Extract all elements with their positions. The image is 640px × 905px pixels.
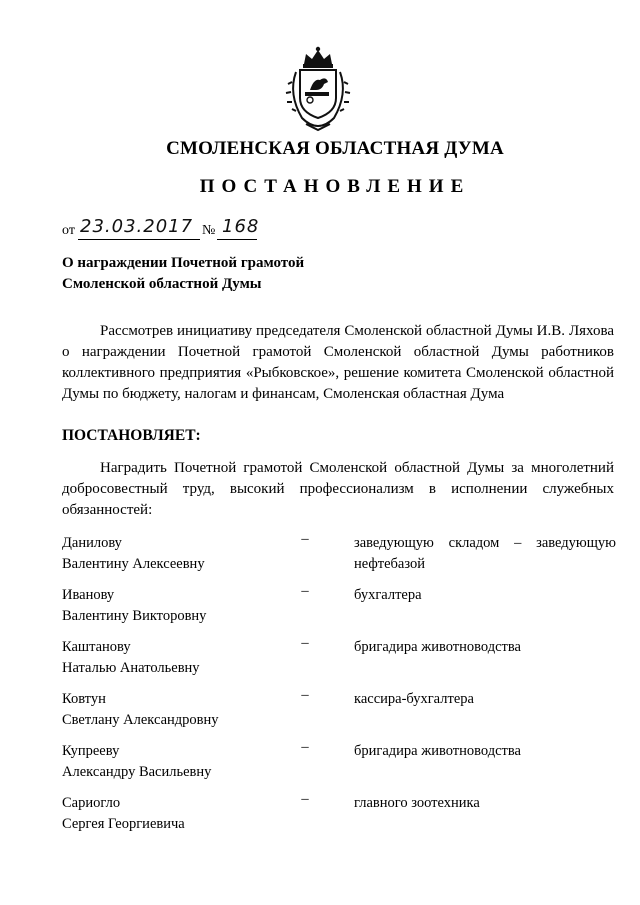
preamble-paragraph: Рассмотрев инициативу председателя Смоленской областной Думы И.В. Ляхова о награждении Почетной грамотой Смоленской областной Думы работников коллективного предприятия «Рыбковское», решение комитета Смоленской областной Думы по бюджету, налогам и финансам, Смоленская областная Дума (62, 323, 614, 402)
separator-dash: – (301, 687, 309, 703)
awardee-surname: Сариогло (62, 795, 121, 811)
awardee-given-names: Наталью Анатольевну (62, 660, 200, 676)
document-subject (62, 253, 304, 295)
awardee-surname: Каштанову (62, 639, 131, 655)
date-underline (78, 239, 200, 240)
separator-dash: – (301, 791, 309, 807)
subject-line-2: Смоленской областной Думы (62, 276, 262, 292)
handwritten-date: 23.03.2017 (80, 216, 194, 237)
number-label: № (202, 223, 216, 238)
awardee-given-names: Сергея Георгиевича (62, 816, 185, 832)
date-from-label: от (62, 223, 75, 238)
separator-dash: – (301, 635, 309, 651)
award-paragraph: Наградить Почетной грамотой Смоленской областной Думы за многолетний добросовестный труд, высокий профессионализм в исполнении служебных обязанностей: (62, 460, 614, 518)
awardee-name (62, 585, 292, 627)
handwritten-number: 168 (222, 216, 260, 237)
awardee-given-names: Валентину Алексеевну (62, 556, 205, 572)
awardee-name (62, 793, 292, 835)
separator-dash: – (301, 583, 309, 599)
awardee-surname: Данилову (62, 535, 122, 551)
awardee-surname: Иванову (62, 587, 115, 603)
awardee-given-names: Александру Васильевну (62, 764, 212, 780)
awardee-surname: Ковтун (62, 691, 106, 707)
separator-dash: – (301, 531, 309, 547)
awardee-position: кассира-бухгалтера (354, 691, 474, 707)
awardee-position: главного зоотехника (354, 795, 480, 811)
awardee-name (62, 533, 292, 575)
awardee-name (62, 637, 292, 679)
organization-title: СМОЛЕНСКАЯ ОБЛАСТНАЯ ДУМА (166, 138, 504, 159)
awardee-given-names: Валентину Викторовну (62, 608, 207, 624)
number-underline (217, 239, 257, 240)
awardee-surname: Купрееву (62, 743, 120, 759)
resolves-heading: ПОСТАНОВЛЯЕТ: (62, 427, 201, 444)
awardee-name (62, 689, 292, 731)
awardee-position: бухгалтера (354, 587, 422, 603)
awardee-position: бригадира животноводства (354, 743, 521, 759)
awardee-position: заведующую складом – заведующую нефтебазой (354, 535, 616, 572)
subject-line-1: О награждении Почетной грамотой (62, 255, 305, 271)
awardee-name (62, 741, 292, 783)
date-number-line (62, 216, 302, 242)
awardee-position: бригадира животноводства (354, 639, 521, 655)
document-type-heading: ПОСТАНОВЛЕНИЕ (199, 176, 471, 197)
separator-dash: – (301, 739, 309, 755)
awardee-given-names: Светлану Александровну (62, 712, 219, 728)
coat-of-arms-emblem (280, 46, 356, 132)
